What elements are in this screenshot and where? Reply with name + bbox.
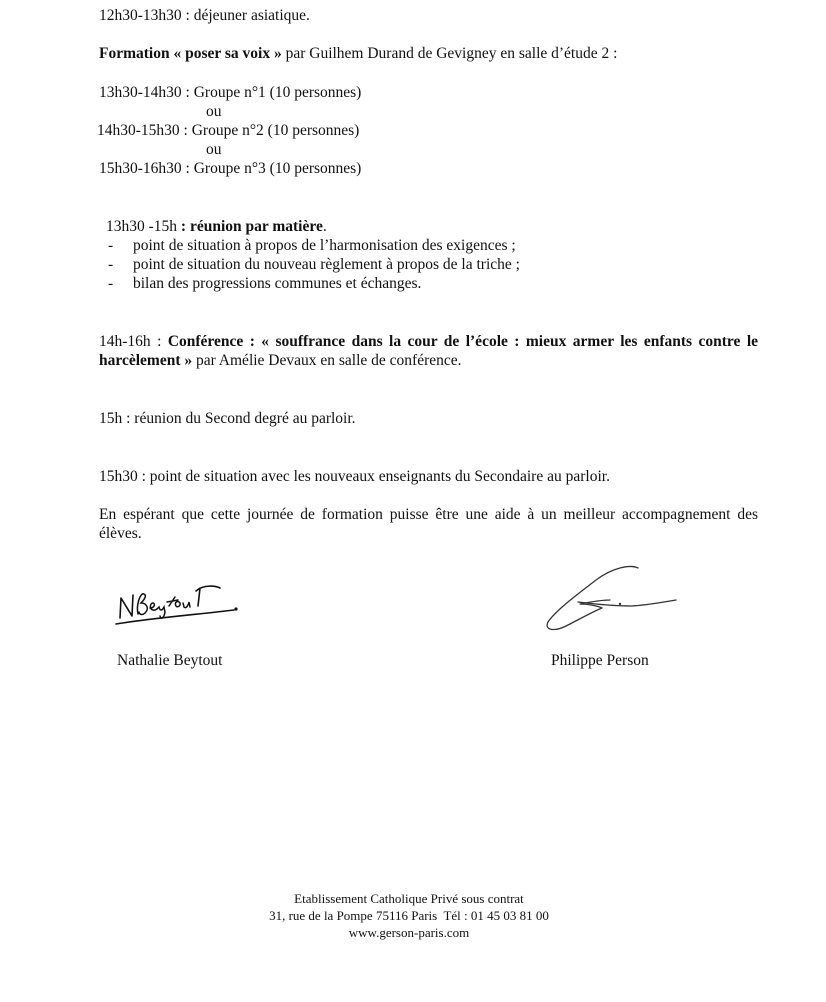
formation-details: par Guilhem Durand de Gevigney en salle d’étude 2 : — [281, 45, 618, 62]
signature-person-icon — [542, 562, 682, 634]
bullet-marker: - — [108, 275, 114, 292]
footer-website-link[interactable]: www.gerson-paris.com — [348, 925, 470, 940]
conference-time: 14h-16h : — [99, 333, 168, 350]
reunion-title-end: . — [322, 218, 327, 235]
second-degre-line: 15h : réunion du Second degré au parloir. — [99, 410, 356, 427]
reunion-title: : réunion par matière — [180, 218, 323, 235]
reunion-item: bilan des progressions communes et échanges. — [133, 275, 422, 292]
group-1: 13h30-14h30 : Groupe n°1 (10 personnes) — [99, 84, 362, 101]
group-2: 14h30-15h30 : Groupe n°2 (10 personnes) — [97, 122, 360, 139]
bullet-marker: - — [108, 256, 114, 273]
formation-title: Formation « poser sa voix » — [99, 45, 282, 62]
footer-line-1: Etablissement Catholique Privé sous contrat — [294, 891, 524, 906]
group-separator-2: ou — [206, 141, 222, 158]
reunion-time: 13h30 -15h — [106, 218, 181, 235]
signature-beytout-icon — [112, 578, 242, 634]
bullet-marker: - — [108, 237, 114, 254]
footer-line-2: 31, rue de la Pompe 75116 Paris Tél : 01 45 03 81 00 — [269, 908, 549, 923]
conference-paragraph — [99, 332, 758, 370]
signatory-name-beytout: Nathalie Beytout — [117, 652, 223, 669]
formation-heading — [99, 44, 617, 63]
signatory-name-person: Philippe Person — [551, 652, 649, 669]
group-3: 15h30-16h30 : Groupe n°3 (10 personnes) — [99, 160, 362, 177]
group-separator-1: ou — [206, 103, 222, 120]
closing-paragraph: En espérant que cette journée de formation puisse être une aide à un meilleur accompagnement des élèves. — [99, 506, 758, 542]
conference-title: Conférence : « souffrance dans la cour de l’école : mieux armer les enfants contre le harcèlement » — [99, 333, 759, 369]
lunch-line: 12h30-13h30 : déjeuner asiatique. — [99, 7, 310, 24]
reunion-item: point de situation à propos de l’harmonisation des exigences ; — [133, 237, 516, 254]
conference-details: par Amélie Devaux en salle de conférence. — [192, 352, 462, 369]
reunion-item: point de situation du nouveau règlement à propos de la triche ; — [133, 256, 520, 273]
point-situation-line: 15h30 : point de situation avec les nouveaux enseignants du Secondaire au parloir. — [99, 468, 610, 485]
reunion-heading — [106, 217, 327, 236]
